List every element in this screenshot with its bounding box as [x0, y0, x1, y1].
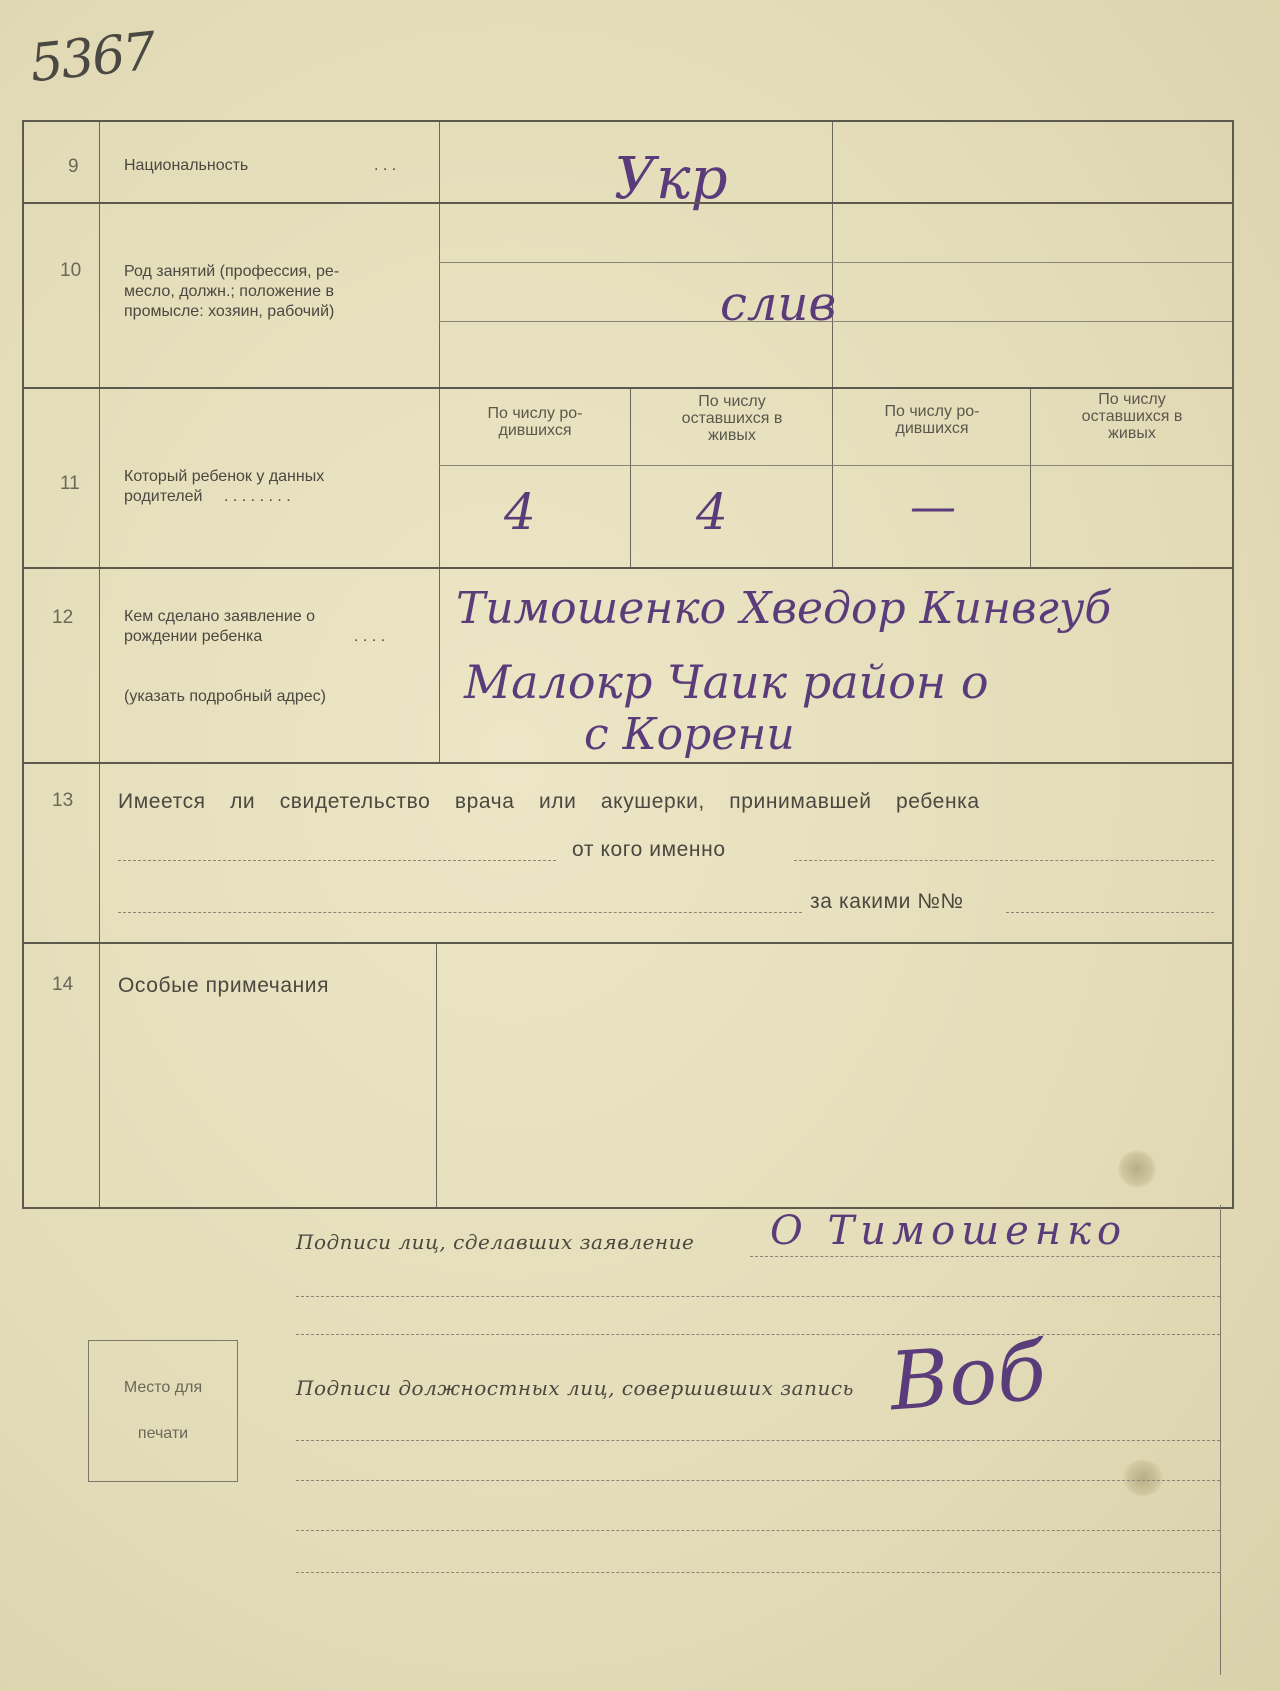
applicants-signature: О Тимошенко	[770, 1208, 1128, 1254]
declarant-value-line-3: с Корени	[584, 709, 795, 760]
row-10	[24, 202, 1232, 389]
officials-signature: Воб	[886, 1324, 1049, 1429]
column-header-born-1: По числу ро- дившихся	[487, 405, 583, 439]
column-header-alive-2: По числу оставшихся в живых	[1081, 391, 1183, 442]
row-13	[24, 762, 1232, 944]
row-9: 9 Национальность . . . Укр	[24, 122, 1232, 202]
declarant-label-line-1: Кем сделано заявление о	[124, 608, 316, 625]
nationality-label: Национальность	[124, 157, 249, 174]
row-11: 11 Который ребенок у данных родителей . . . . . . . . По числу ро- дившихся По числу оставшихся в живых По числу ро- дившихся По числу оставшихся в живых 4 4 —	[24, 387, 1232, 569]
seal-place-label-line-1: Место для	[123, 1379, 203, 1396]
certificate-question: Имеется ли свидетельство врача или акушерки, принимавшей ребенка	[118, 790, 980, 813]
column-header-born-2: По числу ро- дившихся	[884, 403, 980, 437]
archive-number: 5367	[27, 21, 158, 95]
row-number: 10	[60, 260, 82, 281]
row-number: 11	[60, 473, 80, 494]
row-14	[24, 942, 1232, 1207]
paper-stain	[1122, 1460, 1164, 1496]
row-number: 13	[52, 790, 74, 811]
row-number: 9	[68, 156, 79, 177]
nationality-value: Укр	[614, 144, 728, 212]
form-table	[22, 120, 1234, 1209]
born-count-value-2: —	[910, 479, 956, 533]
numbers-label: за какими №№	[810, 890, 964, 913]
applicants-signature-label: Подписи лиц, сделавших заявление	[296, 1230, 695, 1254]
seal-place-box	[88, 1340, 238, 1482]
occupation-label-line-2: месло, должн.; положение в	[124, 283, 334, 300]
special-notes-label: Особые примечания	[118, 974, 330, 997]
row-12: 12 Кем сделано заявление о рождении ребенка . . . . (указать подробный адрес) Тимошенко Хведор Кинвгуб Малокр Чаик район о с Корени	[24, 567, 1232, 764]
alive-count-value: 4	[696, 483, 728, 541]
address-label: (указать подробный адрес)	[124, 688, 326, 705]
column-header-alive-1: По числу оставшихся в живых	[681, 393, 783, 444]
row-number: 14	[52, 974, 74, 995]
child-order-label-line-1: Который ребенок у данных	[124, 468, 325, 485]
declarant-value-line-1: Тимошенко Хведор Кинвгуб	[456, 583, 1112, 634]
declarant-value-line-2: Малокр Чаик район о	[464, 655, 989, 709]
occupation-value: слив	[720, 276, 837, 332]
seal-place-label-line-2: печати	[137, 1425, 189, 1442]
from-whom-label: от кого именно	[572, 838, 726, 861]
declarant-label-line-2: рождении ребенка	[124, 628, 263, 645]
child-order-label-line-2: родителей	[124, 488, 203, 505]
row-number: 12	[52, 607, 74, 628]
occupation-label-line-1: Род занятий (профессия, ре-	[124, 263, 340, 280]
officials-signature-label: Подписи должностных лиц, совершивших запись	[296, 1376, 854, 1400]
born-count-value: 4	[504, 483, 536, 541]
occupation-label-line-3: промысле: хозяин, рабочий)	[124, 303, 335, 320]
